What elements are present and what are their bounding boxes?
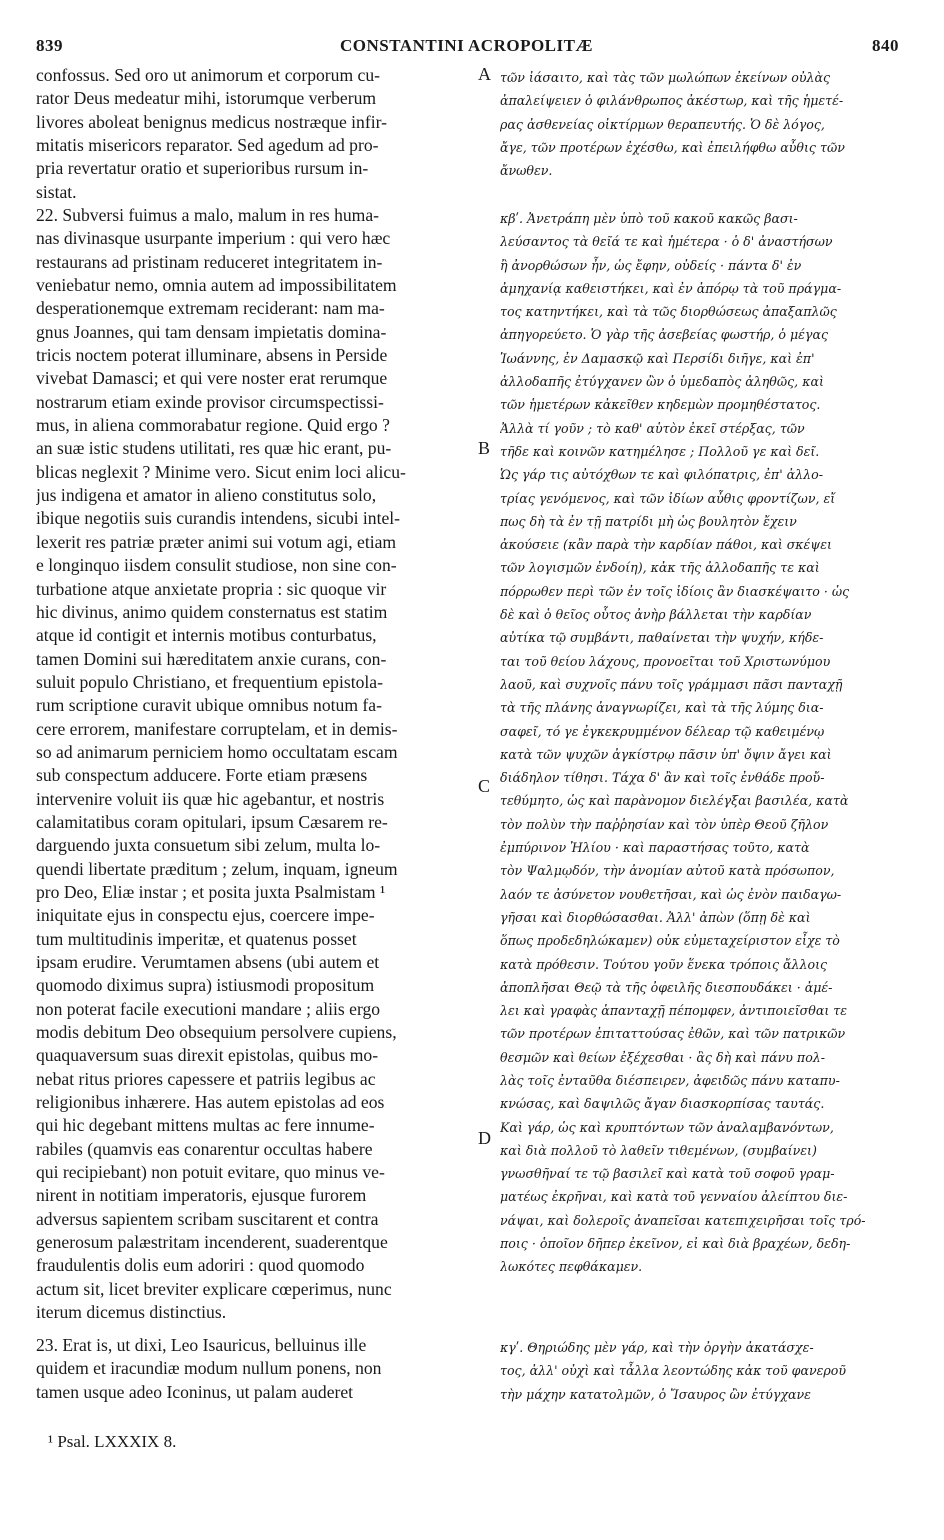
margin-marker-c: C bbox=[478, 776, 491, 796]
text-line: 23. Erat is, ut dixi, Leo Isauricus, belluinus ille bbox=[36, 1335, 367, 1355]
text-line: gnus Joannes, qui tam densam impietatis domina- bbox=[36, 321, 387, 342]
text-line: atque id contigit et internis motibus conturbatus, bbox=[36, 625, 377, 646]
text-line: 22. Subversi fuimus a malo, malum in res huma- bbox=[36, 205, 380, 225]
text-line: tamen usque adeo Iconinus, ut palam auderet bbox=[36, 1381, 354, 1402]
text-line: blicas neglexit ? Minime vero. Sicut enim loci alicu- bbox=[36, 461, 406, 482]
text-line: τρίας γενόμενος, καὶ τῶν ἰδίων αὖθις φροντίζων, εἴ bbox=[500, 490, 836, 506]
text-line: σαφεῖ, τό γε ἐγκεκρυμμένον δέλεαρ τῷ καθειμένῳ bbox=[500, 723, 825, 739]
text-line: nas divinasque usurpante imperium : qui vero hæc bbox=[36, 228, 391, 249]
text-line: hic divinus, animo quidem consternatus est statim bbox=[36, 601, 388, 622]
text-line: τος, ἀλλ' οὐχὶ καὶ τἆλλα λεοντώδης κἀκ τοῦ φανεροῦ bbox=[500, 1363, 847, 1379]
text-line: διάδηλον τίθησι. Τάχα δ' ἂν καὶ τοῖς ἐνθάδε προὔ- bbox=[500, 770, 825, 786]
text-line: darguendo juxta consuetum sibi zelum, multa lo- bbox=[36, 835, 381, 856]
latin-paragraph-1 bbox=[36, 64, 472, 204]
text-line: δὲ καὶ ὁ θεῖος οὗτος ἀνὴρ βάλλεται τὴν καρδίαν bbox=[500, 607, 812, 623]
text-line: iniquitate ejus in conspectu ejus, coercere impe- bbox=[36, 905, 375, 926]
text-line: intervenire voluit iis quæ hic agebantur, et nostris bbox=[36, 788, 385, 809]
text-line: λωκότες πεφθάκαμεν. bbox=[500, 1259, 643, 1275]
text-line: rator Deus medeatur mihi, istorumque verberum bbox=[36, 88, 377, 109]
text-line: rabiles (quamvis eas conarentur occultas habere bbox=[36, 1138, 373, 1159]
greek-paragraph-1 bbox=[500, 66, 908, 182]
text-line: quendi libertate præditum ; zelum, inquam, igneum bbox=[36, 858, 398, 879]
margin-marker-b: B bbox=[478, 438, 491, 458]
text-line: turbatione atque anxietate propria : sic quoque vir bbox=[36, 578, 387, 599]
page-number-left: 839 bbox=[36, 36, 63, 55]
text-line: θεσμῶν καὶ θείων ἐξέχεσθαι · ἃς δὴ καὶ πάνυ πολ- bbox=[500, 1049, 826, 1065]
text-line: adversus sapientem scribam suscitarent et contra bbox=[36, 1208, 379, 1229]
text-line: ἄγε, τῶν προτέρων ἐχέσθω, καὶ ἐπειλήφθω αὖθις τῶν bbox=[500, 139, 845, 155]
text-line: Ἰωάννης, ἐν Δαμασκῷ καὶ Περσίδι διῆγε, καὶ ἐπ' bbox=[500, 350, 815, 366]
text-line: πόρρωθεν περὶ τῶν ἐν τοῖς ἰδίοις ἂν διασκέψαιτο · ὡς bbox=[500, 583, 850, 599]
text-line: religionibus inhærere. Has autem epistolas ad eos bbox=[36, 1092, 385, 1113]
text-line: ἀκούσειε (κἂν παρὰ τὴν καρδίαν πάθοι, καὶ σκέψει bbox=[500, 537, 832, 553]
text-line: τὴν μάχην κατατολμῶν, ὁ Ἴσαυρος ὢν ἐτύγχανε bbox=[500, 1386, 811, 1402]
page-number-right: 840 bbox=[872, 36, 899, 55]
text-line: confossus. Sed oro ut animorum et corporum cu- bbox=[36, 65, 380, 85]
text-line: restaurans ad pristinam reduceret integritatem in- bbox=[36, 251, 383, 272]
text-line: qui recipiebant) non potuit evitare, quo minus ve- bbox=[36, 1162, 385, 1183]
text-line: γνωσθῆναί τε τῷ βασιλεῖ καὶ κατὰ τοῦ σοφοῦ γραμ- bbox=[500, 1166, 835, 1182]
text-line: τῶν προτέρων ἐπιταττούσας ἐθῶν, καὶ τῶν πατρικῶν bbox=[500, 1026, 846, 1042]
text-line: τῆδε καὶ κοινῶν κατημέλησε ; Πολλοῦ γε καὶ δεῖ. bbox=[500, 443, 820, 459]
latin-paragraph-22 bbox=[36, 204, 472, 1325]
text-line: κατὰ πρόθεσιν. Τούτου γοῦν ἕνεκα τρόποις ἄλλοις bbox=[500, 956, 828, 972]
text-line: ἀπαλείψειεν ὁ φιλάνθρωπος ἀκέστωρ, καὶ τῆς ἡμετέ- bbox=[500, 93, 844, 109]
text-line: desperationemque extremam reciderant: nam ma- bbox=[36, 298, 385, 319]
text-line: quomodo diximus supra) istiusmodi propositum bbox=[36, 975, 375, 996]
text-line: fraudulentis dolis eum adoriri : quod quomodo bbox=[36, 1255, 365, 1276]
text-line: pro Deo, Eliæ instar ; et posita juxta Psalmistam ¹ bbox=[36, 881, 386, 902]
text-line: sistat. bbox=[36, 181, 77, 202]
margin-marker-d: D bbox=[478, 1128, 491, 1148]
text-line: ται τοῦ θείου λάχους, προνοεῖται τοῦ Χριστωνύμου bbox=[500, 653, 831, 669]
text-line: quaquaversum suas direxit epistolas, quibus mo- bbox=[36, 1045, 379, 1066]
text-line: τὸν Ψαλμῳδόν, τὴν ἀνομίαν αὐτοῦ κατὰ πρόσωπον, bbox=[500, 863, 835, 879]
text-line: livores aboleat benignus medicus nostræque infir- bbox=[36, 111, 387, 132]
text-line: γῆσαι καὶ διορθώσασθαι. Ἀλλ' ἀπὼν (ὅπῃ δὲ καὶ bbox=[500, 909, 811, 925]
margin-marker-a: A bbox=[478, 64, 491, 84]
text-line: calamitatibus coram opitulari, ipsum Cæsarem re- bbox=[36, 811, 388, 832]
text-line: tum multitudinis imperitæ, et quatenus posset bbox=[36, 928, 357, 949]
text-line: pria revertatur oratio et superioribus rursum in- bbox=[36, 158, 369, 179]
text-line: sub conspectum adducere. Forte etiam præsens bbox=[36, 765, 368, 786]
text-line: ἀμηχανίᾳ καθειστήκει, καὶ ἐν ἀπόρῳ τὰ τοῦ πράγμα- bbox=[500, 280, 842, 296]
text-line: κνώσας, καὶ δαψιλῶς ἄγαν διασκορπίσας ταυτάς. bbox=[500, 1096, 825, 1112]
text-line: lexerit res patriæ præter animi sui votum agi, etiam bbox=[36, 531, 397, 552]
text-line: τεθύμητο, ὡς καὶ παρὰνομον διελέγξαι βασιλέα, κατὰ bbox=[500, 793, 849, 809]
text-line: ipsam erudire. Verumtamen absens (ubi autem et bbox=[36, 952, 380, 972]
text-line: nirent in notitiam imperatoris, ejusque furorem bbox=[36, 1185, 367, 1206]
text-line: ἄνωθεν. bbox=[500, 163, 553, 179]
text-line: νάψαι, καὶ δολεροῖς ἀναπεῖσαι κατεπιχειρῆσαι τοῖς τρό- bbox=[500, 1212, 866, 1228]
text-line: tricis noctem poterat illuminare, absens in Perside bbox=[36, 345, 388, 366]
text-line: ἀποπλῆσαι Θεῷ τὰ τῆς ὀφειλῆς διεσπουδάκει · ἀμέ- bbox=[500, 979, 833, 995]
text-line: an suæ istic studens utilitati, res quæ hic erant, pu- bbox=[36, 438, 392, 459]
text-line: ὅπως προδεδηλώκαμεν) οὐκ εὐμεταχείριστον εἶχε τὸ bbox=[500, 933, 840, 949]
text-line: τῶν λογισμῶν ἐνδοίη), κἀκ τῆς ἀλλοδαπῆς τε καὶ bbox=[500, 560, 820, 576]
text-line: mitatis misericors reparator. Sed agedum ad pro- bbox=[36, 135, 379, 156]
text-line: modis debitum Deo obsequium persolvere cupiens, bbox=[36, 1022, 397, 1043]
footnote: ¹ Psal. LXXXIX 8. bbox=[48, 1432, 177, 1451]
text-line: Ὡς γάρ τις αὐτόχθων τε καὶ φιλόπατρις, ἐπ' ἀλλο- bbox=[500, 467, 823, 483]
running-title: CONSTANTINI ACROPOLITÆ bbox=[340, 36, 593, 55]
text-line: τῶν ἰάσαιτο, καὶ τὰς τῶν μωλώπων ἐκείνων οὐλὰς bbox=[500, 70, 831, 85]
text-line: πως δὴ τὰ ἐν τῇ πατρίδι μὴ ὡς βουλητὸν ἔχειν bbox=[500, 513, 797, 529]
text-line: rum scriptione curavit ubique omnibus notum fa- bbox=[36, 695, 382, 716]
text-line: ἀπηγορεύετο. Ὁ γὰρ τῆς ἀσεβείας φωστήρ, ὁ μέγας bbox=[500, 327, 829, 343]
text-line: αὐτίκα τῷ συμβάντι, παθαίνεται τὴν ψυχήν, κήδε- bbox=[500, 630, 824, 646]
text-line: τῶν ἡμετέρων κἀκεῖθεν κηδεμὼν προμηθέστατος. bbox=[500, 397, 821, 413]
text-line: mus, in aliena commorabatur regione. Quid ergo ? bbox=[36, 415, 390, 436]
text-line: veniebatur nemo, omnia autem ad impossibilitatem bbox=[36, 275, 397, 296]
text-line: κατὰ τῶν ψυχῶν ἀγκίστρῳ πᾶσιν ὑπ' ὄψιν ἄγει καὶ bbox=[500, 746, 832, 762]
text-line: ρας ἀσθενείας οἰκτίρμων θεραπευτής. Ὁ δὲ λόγος, bbox=[500, 116, 825, 132]
text-line: vivebat Damasci; et qui vere noster erat rerumque bbox=[36, 368, 388, 389]
text-line: ἐμπύρινον Ἠλίου · καὶ παραστήσας τοῦτο, κατὰ bbox=[500, 840, 810, 856]
text-line: λει καὶ γραφὰς ἁπανταχῇ πέπομφεν, ἀντιποιεῖσθαι τε bbox=[500, 1003, 848, 1019]
text-line: suluit populo Christiano, et frequentium epistola- bbox=[36, 671, 383, 692]
text-line: generosum palæstritam incenderent, suaderentque bbox=[36, 1232, 388, 1253]
text-line: λαόν τε ἀσύνετον νουθετῆσαι, καὶ ὡς ἐνὸν παιδαγω- bbox=[500, 886, 842, 902]
greek-paragraph-22 bbox=[500, 207, 908, 1279]
text-line: ἀλλοδαπῆς ἐτύγχανεν ὢν ὁ ὑμεδαπὸς ἀληθῶς, καὶ bbox=[500, 374, 824, 390]
text-line: jus indigena et amator in alieno constitutus solo, bbox=[36, 485, 377, 506]
text-line: ibique negotiis suis curandis intendens, sicubi intel- bbox=[36, 508, 401, 529]
text-line: qui hic degebant mittens multas ac fere innume- bbox=[36, 1115, 375, 1136]
latin-paragraph-23 bbox=[36, 1334, 472, 1404]
text-line: nostrarum etiam exinde provisor circumspectissi- bbox=[36, 391, 384, 412]
text-line: λεύσαντος τὰ θεῖά τε καὶ ἡμέτερα · ὁ δ' ἀναστήσων bbox=[500, 234, 833, 250]
text-line: so ad animarum perniciem homo occultatam escam bbox=[36, 741, 398, 762]
text-line: ποις · ὁποῖον δῆπερ ἐκεῖνον, εἰ καὶ διὰ βραχέων, δεδη- bbox=[500, 1236, 851, 1252]
text-line: iterum dicemus distinctius. bbox=[36, 1302, 227, 1323]
text-line: κγʹ. Θηριώδης μὲν γάρ, καὶ τὴν ὀργὴν ἀκατάσχε- bbox=[500, 1340, 814, 1355]
text-line: ματέως ἐκρῆναι, καὶ κατὰ τοῦ γενναίου ἀλείπτου διε- bbox=[500, 1189, 848, 1205]
text-line: καὶ διὰ πολλοῦ τὸ λαθεῖν τιθεμένων, (συμβαίνει) bbox=[500, 1142, 817, 1158]
text-line: tamen Domini sui hæreditatem anxie curans, con- bbox=[36, 648, 387, 669]
text-line: Καὶ γάρ, ὡς καὶ κρυπτόντων τῶν ἀναλαμβανόντων, bbox=[500, 1119, 834, 1135]
running-header bbox=[0, 36, 944, 62]
text-line: τος κατηντήκει, καὶ τὰ τῶς διορθώσεως ἀπαξαπλῶς bbox=[500, 304, 837, 320]
text-line: Ἀλλὰ τί γοῦν ; τὸ καθ' αὑτὸν ἐκεῖ στέρξας, τῶν bbox=[500, 420, 805, 436]
text-line: τὰ τῆς πλάνης ἀναγνωρίζει, καὶ τὰ τῆς λύμης δια- bbox=[500, 700, 824, 716]
greek-paragraph-23 bbox=[500, 1336, 908, 1406]
text-line: cere errorem, manifestare corruptelam, et in demis- bbox=[36, 718, 398, 739]
text-line: non poterat facile executioni mandare ; aliis ergo bbox=[36, 998, 381, 1019]
text-line: actum sit, licet breviter explicare cœperimus, nunc bbox=[36, 1278, 392, 1299]
text-line: λαοῦ, καὶ συχνοῖς πάνυ τοῖς γράμμασι πᾶσι πανταχῇ bbox=[500, 676, 843, 692]
text-line: λὰς τοῖς ἐνταῦθα διέσπειρεν, ἀφειδῶς πάνυ καταπυ- bbox=[500, 1072, 840, 1088]
text-line: ἢ ἀνορθώσων ἦν, ὡς ἔφην, οὐδείς · πάντα δ' ἐν bbox=[500, 257, 802, 273]
text-line: κβʹ. Ἀνετράπη μὲν ὑπὸ τοῦ κακοῦ κακῶς βασι- bbox=[500, 211, 798, 226]
text-line: quidem et iracundiæ modum nullum ponens, non bbox=[36, 1358, 382, 1379]
text-line: τὸν πολὺν τὴν παῤῥησίαν καὶ τὸν ὑπὲρ Θεοῦ ζῆλον bbox=[500, 816, 829, 832]
text-line: e longinquo iisdem consulit studiose, non sine con- bbox=[36, 555, 397, 576]
text-line: nebat ritus priores capessere et patriis legibus ac bbox=[36, 1068, 376, 1089]
